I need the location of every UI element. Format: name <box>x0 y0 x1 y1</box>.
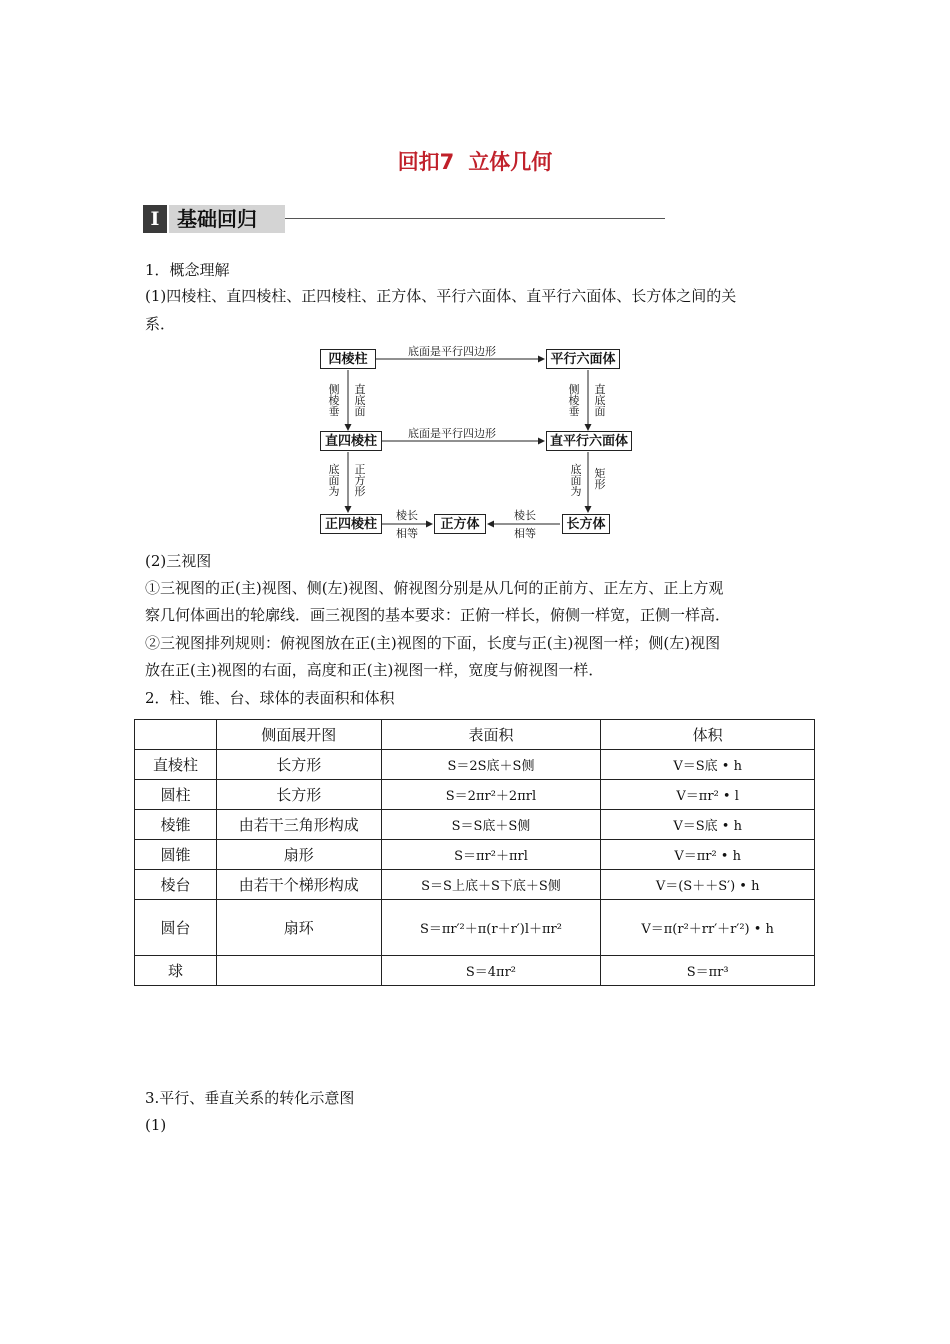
paragraph: 2．柱、锥、台、球体的表面积和体积 <box>145 689 395 707</box>
page-title: 回扣7 立体几何 <box>397 150 553 174</box>
table-header-cell <box>135 720 217 750</box>
prism-relation-diagram <box>316 344 636 544</box>
label-left-1b: 直底面 <box>354 383 366 418</box>
table-cell: V＝π(r²＋rr′＋r′²) • h <box>601 900 815 956</box>
table-cell: S＝πr²＋πrl <box>381 840 601 870</box>
section-number: I <box>143 205 167 233</box>
table-cell: V＝πr² • l <box>601 780 815 810</box>
table-cell: 圆台 <box>135 900 217 956</box>
table-row <box>135 870 815 900</box>
table-cell: 扇形 <box>216 840 381 870</box>
label-left-2a: 底面为 <box>328 463 340 498</box>
table-cell: 扇环 <box>216 900 381 956</box>
label-edge-1b: 相等 <box>396 527 418 540</box>
table-row <box>135 810 815 840</box>
box-ping-xing-liu-mian-ti: 平行六面体 <box>546 349 620 369</box>
label-top-arrow: 底面是平行四边形 <box>408 345 496 358</box>
section-label: 基础回归 <box>169 205 285 233</box>
paragraph: (1) <box>145 1116 167 1134</box>
paragraph: 3.平行、垂直关系的转化示意图 <box>145 1089 355 1107</box>
label-right-2a: 底面为 <box>570 463 582 498</box>
box-zheng-si-leng-zhu: 正四棱柱 <box>320 514 382 534</box>
box-zhi-si-leng-zhu: 直四棱柱 <box>320 431 382 451</box>
table-cell: S＝S底＋S侧 <box>381 810 601 840</box>
paragraph: ①三视图的正(主)视图、侧(左)视图、俯视图分别是从几何的正前方、正左方、正上方观 <box>145 579 724 597</box>
table-cell: 由若干三角形构成 <box>216 810 381 840</box>
box-zhi-ping-xing-liu-mian-ti: 直平行六面体 <box>546 431 632 451</box>
table-cell <box>216 956 381 986</box>
table-cell: 棱台 <box>135 870 217 900</box>
table-cell: 棱锥 <box>135 810 217 840</box>
paragraph: 察几何体画出的轮廓线．画三视图的基本要求：正俯一样长，俯侧一样宽，正侧一样高． <box>145 606 731 624</box>
surface-volume-table <box>134 719 815 986</box>
label-right-1a: 侧棱垂 <box>568 383 580 418</box>
label-edge-1a: 棱长 <box>396 509 418 522</box>
table-cell: V＝S底 • h <box>601 810 815 840</box>
table-cell: 球 <box>135 956 217 986</box>
label-right-1b: 直底面 <box>594 383 606 418</box>
table-header-cell: 体积 <box>601 720 815 750</box>
box-si-leng-zhu: 四棱柱 <box>320 349 376 369</box>
paragraph: 1．概念理解 <box>145 261 230 279</box>
paragraph: ②三视图排列规则：俯视图放在正(主)视图的下面，长度与正(主)视图一样；侧(左)视图 <box>145 634 721 652</box>
paragraph: (2)三视图 <box>145 552 212 570</box>
table-row <box>135 780 815 810</box>
label-right-2b: 矩形 <box>594 467 606 491</box>
box-chang-fang-ti: 长方体 <box>562 514 610 534</box>
table-row <box>135 900 815 956</box>
label-edge-2b: 相等 <box>514 527 536 540</box>
table-cell: S＝4πr² <box>381 956 601 986</box>
table-cell: V＝S底 • h <box>601 750 815 780</box>
table-cell: 长方形 <box>216 780 381 810</box>
table-cell: 直棱柱 <box>135 750 217 780</box>
paragraph: 系． <box>145 315 176 333</box>
label-left-1a: 侧棱垂 <box>328 383 340 418</box>
label-left-2b: 正方形 <box>354 463 366 498</box>
paragraph: (1)四棱柱、直四棱柱、正四棱柱、正方体、平行六面体、直平行六面体、长方体之间的关 <box>145 287 737 305</box>
table-cell: S＝πr′²＋π(r＋r′)l＋πr² <box>381 900 601 956</box>
table-cell: V＝(S＋＋S′) • h <box>601 870 815 900</box>
label-edge-2a: 棱长 <box>514 509 536 522</box>
label-mid-arrow: 底面是平行四边形 <box>408 427 496 440</box>
table-cell: S＝S上底＋S下底＋S侧 <box>381 870 601 900</box>
box-zheng-fang-ti: 正方体 <box>434 514 486 534</box>
table-cell: 圆柱 <box>135 780 217 810</box>
table-cell: 由若干个梯形构成 <box>216 870 381 900</box>
table-cell: 长方形 <box>216 750 381 780</box>
table-cell: V＝πr² • h <box>601 840 815 870</box>
table-row <box>135 750 815 780</box>
paragraph: 放在正(主)视图的右面，高度和正(主)视图一样，宽度与俯视图一样． <box>145 661 604 679</box>
table-cell: S＝2πr²＋2πrl <box>381 780 601 810</box>
section-rule <box>285 218 665 219</box>
table-header-row <box>135 720 815 750</box>
table-cell: 圆锥 <box>135 840 217 870</box>
table-cell: S＝2S底＋S侧 <box>381 750 601 780</box>
table-cell: S＝πr³ <box>601 956 815 986</box>
table-row <box>135 956 815 986</box>
table-header-cell: 侧面展开图 <box>216 720 381 750</box>
table-header-cell: 表面积 <box>381 720 601 750</box>
table-row <box>135 840 815 870</box>
